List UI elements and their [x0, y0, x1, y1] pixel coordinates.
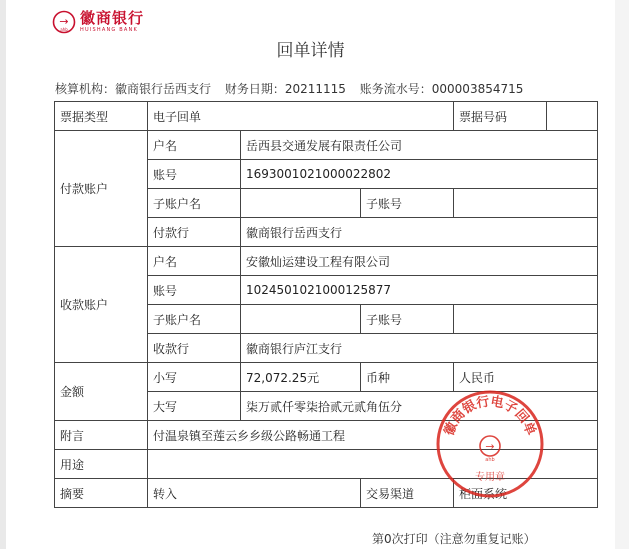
- ticket-no-label: 票据号码: [454, 102, 547, 131]
- viewport-edge: [615, 0, 629, 549]
- receipt-meta: [55, 80, 533, 97]
- payee-sub-no-label: 子账号: [361, 305, 454, 334]
- svg-text:专用章: 专用章: [475, 472, 505, 483]
- receipt-sheet: [6, 0, 615, 549]
- ticket-type-value: 电子回单: [148, 102, 454, 131]
- summary-label: 摘要: [55, 479, 148, 508]
- payee-name-value: 安徽灿运建设工程有限公司: [241, 247, 598, 276]
- remark-value: 付温泉镇至莲云乡乡级公路畅通工程: [148, 421, 598, 450]
- payee-account-value: 1024501021000125877: [241, 276, 598, 305]
- currency-value: 人民币: [454, 363, 598, 392]
- payer-bank-value: 徽商银行岳西支行: [241, 218, 598, 247]
- receipt-table: [54, 101, 598, 508]
- page-title: 回单详情: [276, 41, 345, 61]
- payee-section-label: 收款账户: [55, 247, 148, 363]
- print-count: 第0次打印（注意勿重复记账）: [372, 532, 536, 546]
- payee-sub-name-label: 子账户名: [148, 305, 241, 334]
- table-row: [55, 479, 598, 508]
- payer-sub-no-value: [454, 189, 598, 218]
- payer-bank-label: 付款行: [148, 218, 241, 247]
- payer-sub-name-value: [241, 189, 361, 218]
- svg-text:→: →: [485, 440, 495, 453]
- channel-label: 交易渠道: [361, 479, 454, 508]
- summary-value: 转入: [148, 479, 361, 508]
- payee-account-label: 账号: [148, 276, 241, 305]
- payer-name-value: 岳西县交通发展有限责任公司: [241, 131, 598, 160]
- payer-sub-no-label: 子账号: [361, 189, 454, 218]
- svg-text:ahb: ahb: [60, 27, 68, 32]
- usage-value: [148, 450, 598, 479]
- table-row: [55, 450, 598, 479]
- payee-sub-no-value: [454, 305, 598, 334]
- remark-label: 附言: [55, 421, 148, 450]
- payer-sub-name-label: 子账户名: [148, 189, 241, 218]
- ticket-no-value: [547, 102, 598, 131]
- payer-section-label: 付款账户: [55, 131, 148, 247]
- amount-lower-label: 小写: [148, 363, 241, 392]
- ticket-type-label: 票据类型: [55, 102, 148, 131]
- payee-bank-value: 徽商银行庐江支行: [241, 334, 598, 363]
- amount-section-label: 金额: [55, 363, 148, 421]
- bank-logo-icon: [52, 10, 76, 34]
- finance-date: 财务日期：20211115: [224, 82, 346, 96]
- table-row: [55, 102, 598, 131]
- amount-upper-label: 大写: [148, 392, 241, 421]
- payee-sub-name-value: [241, 305, 361, 334]
- svg-text:→: →: [59, 15, 69, 28]
- table-row: [55, 363, 598, 392]
- table-row: [55, 247, 598, 276]
- payer-account-label: 账号: [148, 160, 241, 189]
- amount-lower-value: 72,072.25元: [241, 363, 361, 392]
- payer-account-value: 1693001021000022802: [241, 160, 598, 189]
- currency-label: 币种: [361, 363, 454, 392]
- usage-label: 用途: [55, 450, 148, 479]
- payer-name-label: 户名: [148, 131, 241, 160]
- channel-value: 柜面系统: [454, 479, 598, 508]
- bank-name-en: HUISHANG BANK: [80, 27, 138, 33]
- payee-name-label: 户名: [148, 247, 241, 276]
- table-row: [55, 131, 598, 160]
- payee-bank-label: 收款行: [148, 334, 241, 363]
- svg-text:ahb: ahb: [485, 457, 495, 463]
- bank-logo: [52, 10, 144, 34]
- table-row: [55, 421, 598, 450]
- serial-number: 账务流水号：000003854715: [359, 82, 524, 96]
- bank-name: 徽商银行: [80, 9, 145, 27]
- accounting-org: 核算机构：徽商银行岳西支行: [55, 82, 212, 96]
- amount-upper-value: 柒万贰仟零柒拾贰元贰角伍分: [241, 392, 598, 421]
- svg-text:徽商银行电子回单: 徽商银行电子回单: [441, 394, 539, 438]
